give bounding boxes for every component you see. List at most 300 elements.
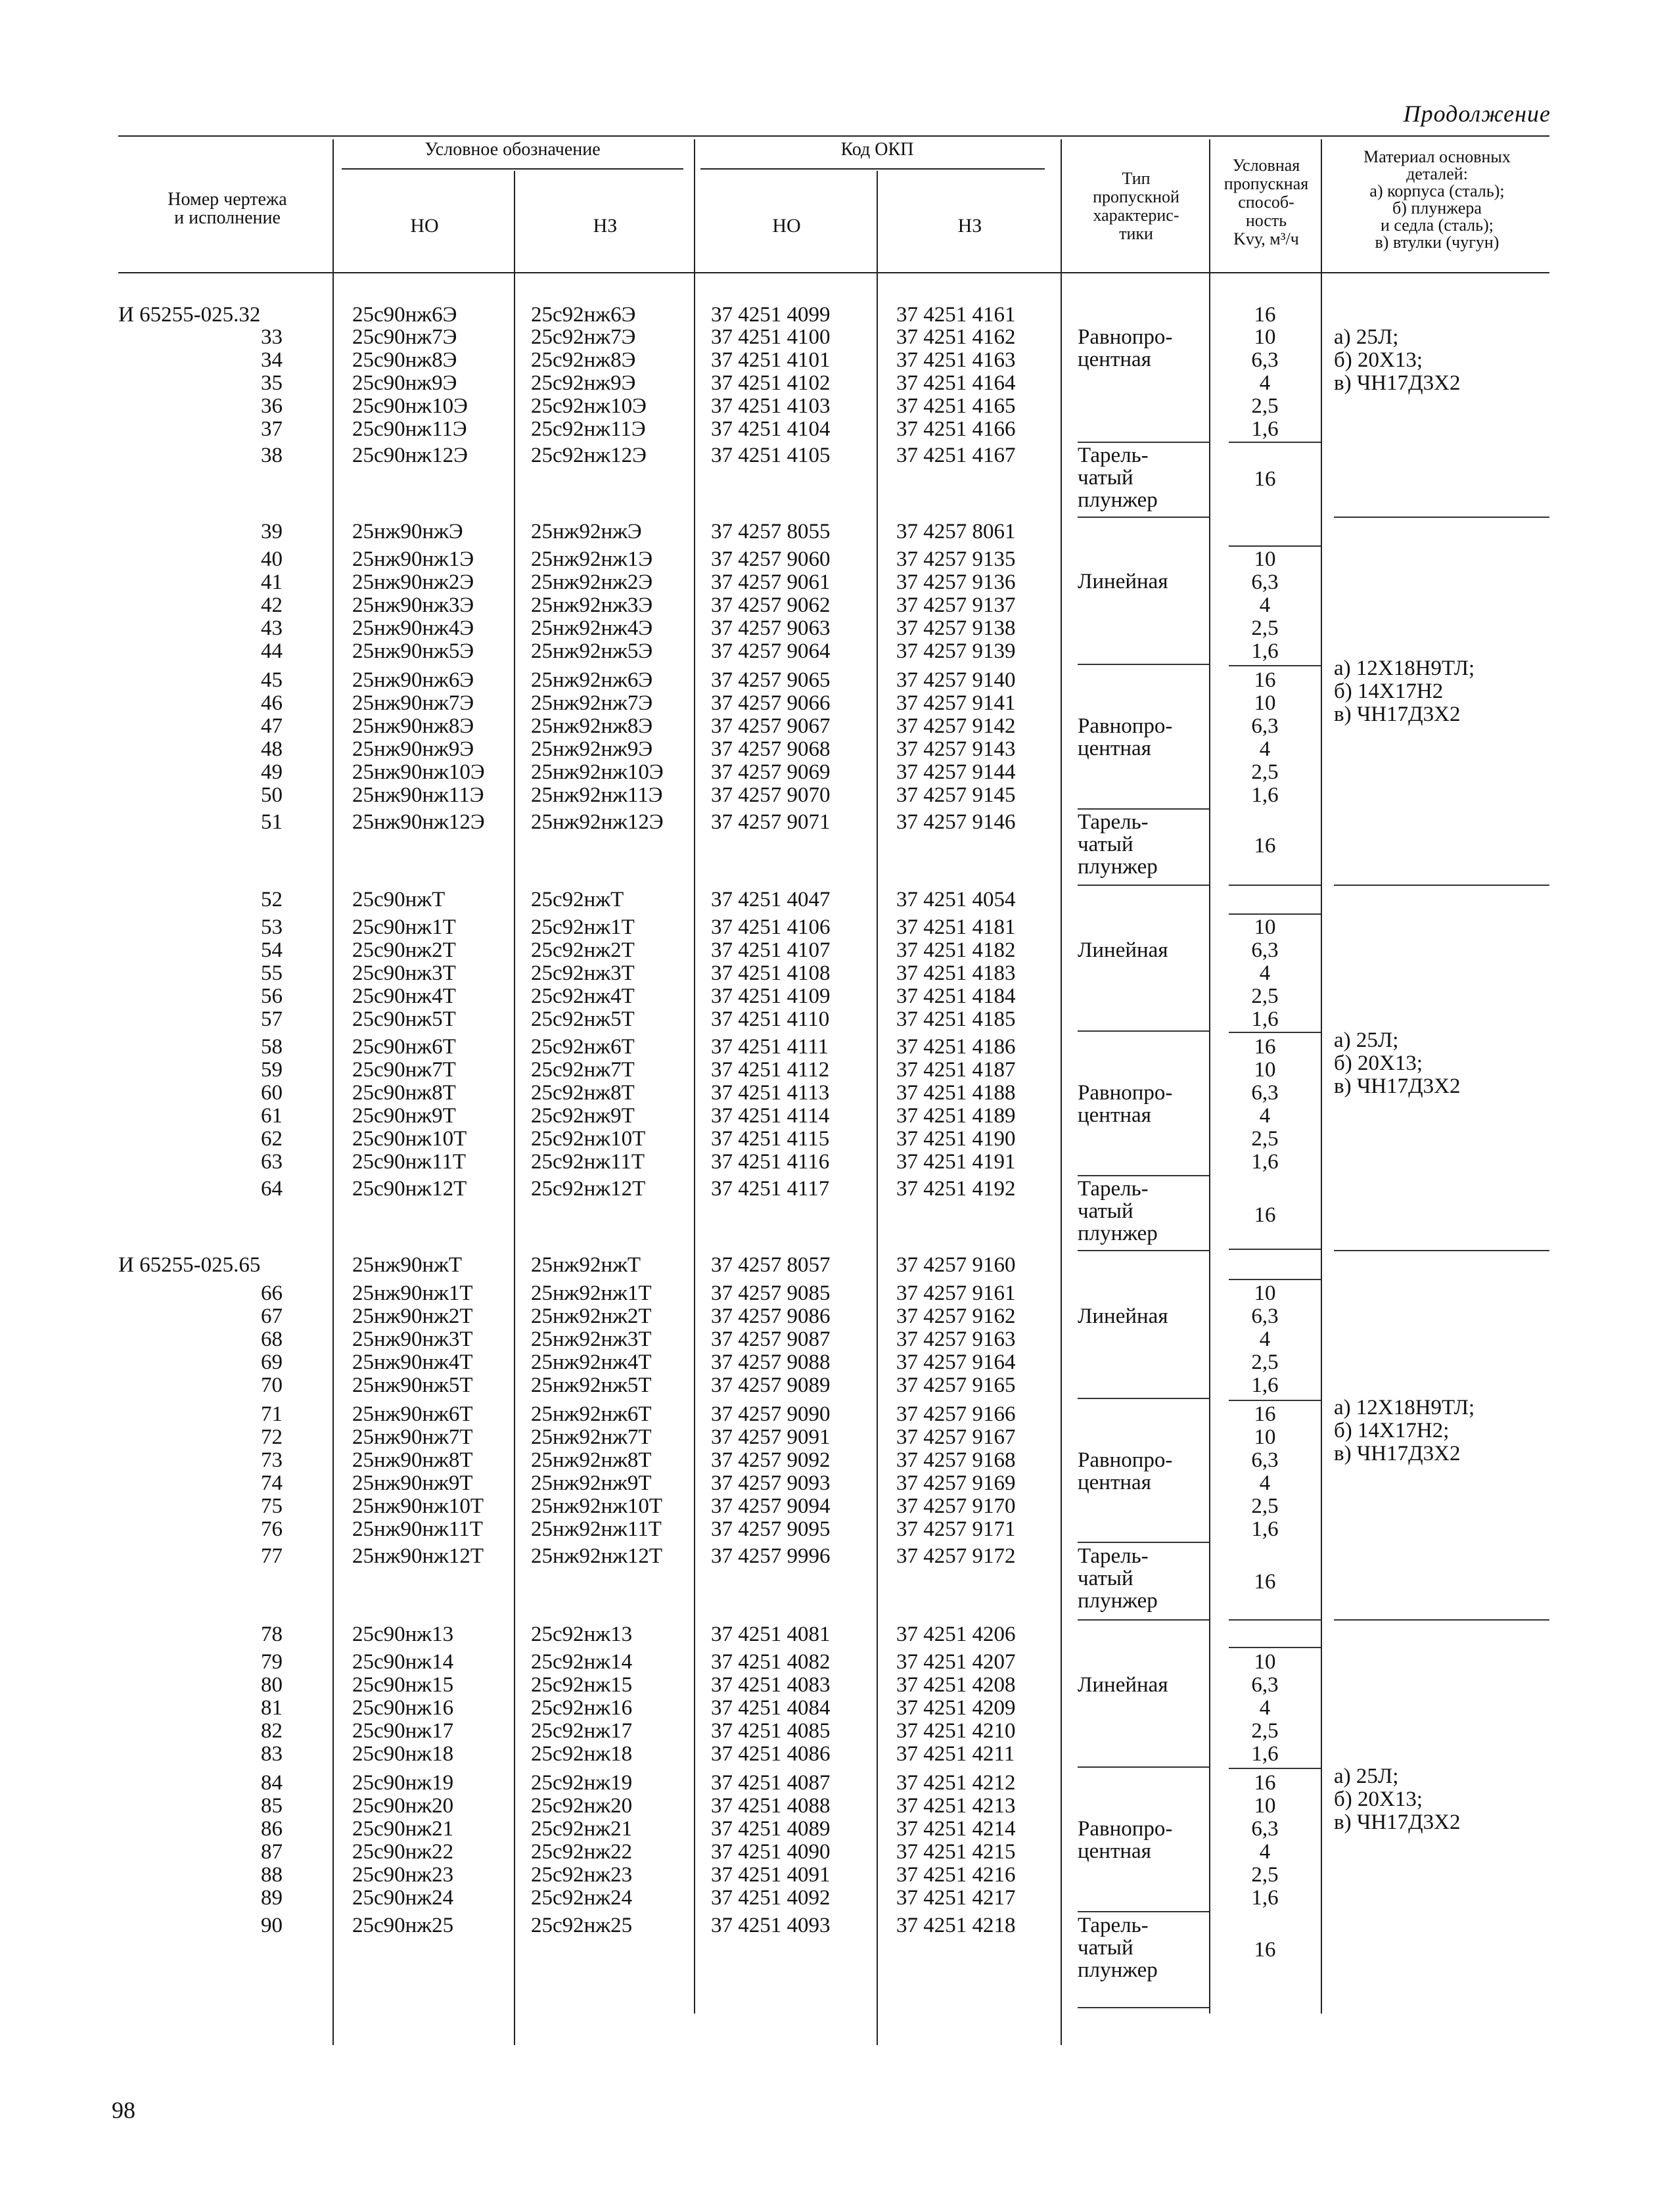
type-equal: Равнопро- центная [1078, 1081, 1173, 1127]
row-nz: 25с92нж11Э [531, 417, 646, 441]
kv-value: 16 [1254, 1402, 1276, 1426]
kv-value: 16 [1254, 303, 1276, 327]
row-okpno: 37 4251 4047 [711, 888, 831, 911]
row-okpnz: 37 4257 9141 [896, 691, 1016, 715]
type-separator [1078, 1766, 1209, 1768]
row-okpnz: 37 4257 8061 [896, 520, 1016, 543]
row-no: 25нж90нж7Э [352, 691, 474, 715]
kv-value: 4 [1259, 1471, 1271, 1495]
row-okpnz: 37 4251 4190 [896, 1127, 1016, 1151]
row-no: 25с90нж2Т [352, 938, 456, 962]
row-no: 25нж90нж7Т [352, 1425, 473, 1449]
row-okpnz: 37 4251 4210 [896, 1719, 1016, 1743]
row-okpno: 37 4257 9070 [711, 783, 831, 807]
row-nz: 25нж92нж1Э [531, 547, 653, 571]
row-nz: 25с92нж6Э [531, 303, 636, 327]
kv-value: 10 [1254, 1425, 1276, 1449]
row-n: 36 [261, 394, 283, 418]
type-separator [1078, 808, 1209, 810]
row-n: 54 [261, 938, 283, 962]
row-n: 63 [261, 1150, 283, 1174]
row-n: 51 [261, 810, 283, 834]
col-divider-3 [694, 139, 695, 2014]
row-no: 25с90нж11Э [352, 417, 467, 441]
row-okpno: 37 4251 4088 [711, 1794, 831, 1818]
row-okpno: 37 4257 9090 [711, 1402, 831, 1426]
kv-value: 4 [1259, 737, 1271, 761]
row-nz: 25с92нж17 [531, 1719, 633, 1743]
row-no: 25с90нж3Т [352, 961, 456, 985]
row-n: И 65255-025.65 [118, 1253, 261, 1277]
kv-value: 1,6 [1251, 1742, 1279, 1766]
row-nz: 25нж92нж1Т [531, 1281, 652, 1305]
row-okpno: 37 4257 9068 [711, 737, 831, 761]
row-okpno: 37 4251 4087 [711, 1771, 831, 1795]
row-okpno: 37 4257 9996 [711, 1544, 831, 1568]
header-material: Материал основных деталей: а) корпуса (сталь); б) плунжера и седла (сталь); в) втулки (чугун) [1363, 147, 1511, 252]
row-n: 38 [261, 444, 283, 467]
row-n: 49 [261, 760, 283, 784]
row-nz: 25нж92нж3Э [531, 593, 653, 617]
row-n: 73 [261, 1448, 283, 1472]
type-plate: Тарель- чатый плунжер [1078, 1914, 1158, 1982]
row-okpnz: 37 4257 9136 [896, 570, 1016, 594]
kv-value: 1,6 [1251, 1373, 1279, 1397]
row-okpnz: 37 4251 4214 [896, 1817, 1016, 1841]
kv-value: 6,3 [1251, 348, 1279, 372]
material-block: а) 12Х18Н9ТЛ; б) 14Х17Н2; в) ЧН17Д3Х2 [1334, 1396, 1475, 1465]
row-nz: 25нж92нж2Э [531, 570, 653, 594]
row-n: 77 [261, 1544, 283, 1568]
row-okpno: 37 4251 4085 [711, 1719, 831, 1743]
kv-value: 10 [1254, 1794, 1276, 1818]
row-nz: 25нж92нж11Э [531, 783, 663, 807]
row-n: 62 [261, 1127, 283, 1151]
material-block: а) 12Х18Н9ТЛ; б) 14Х17Н2 в) ЧН17Д3Х2 [1334, 657, 1475, 726]
row-okpnz: 37 4257 9135 [896, 547, 1016, 571]
row-nz: 25с92нж15 [531, 1673, 633, 1697]
row-nz: 25нж92нж5Т [531, 1373, 652, 1397]
row-okpno: 37 4257 9088 [711, 1350, 831, 1374]
header-top-rule [118, 135, 1549, 137]
row-no: 25нж90нж9Т [352, 1471, 473, 1495]
row-okpnz: 37 4251 4166 [896, 417, 1016, 441]
row-no: 25нж90нж8Э [352, 714, 474, 738]
row-nz: 25с92нж6Т [531, 1035, 635, 1059]
row-okpno: 37 4257 9060 [711, 547, 831, 571]
material-block: а) 25Л; б) 20Х13; в) ЧН17Д3Х2 [1334, 1764, 1461, 1834]
row-n: 82 [261, 1719, 283, 1743]
row-n: 41 [261, 570, 283, 594]
row-n: 39 [261, 520, 283, 543]
row-no: 25нж90нж11Т [352, 1517, 483, 1541]
row-okpnz: 37 4257 9140 [896, 668, 1016, 692]
row-okpno: 37 4251 4089 [711, 1817, 831, 1841]
type-separator [1078, 664, 1209, 665]
kv-value: 16 [1254, 1771, 1276, 1795]
row-nz: 25нж92нж12Э [531, 810, 664, 834]
row-no: 25с90нж13 [352, 1623, 454, 1646]
type-linear: Линейная [1078, 938, 1168, 962]
row-no: 25нж90нж6Т [352, 1402, 473, 1426]
row-okpnz: 37 4257 9160 [896, 1253, 1016, 1277]
kv-value: 16 [1254, 668, 1276, 692]
kv-value: 10 [1254, 1281, 1276, 1305]
row-okpno: 37 4251 4102 [711, 371, 831, 395]
kv-value: 6,3 [1251, 1673, 1279, 1697]
row-okpnz: 37 4251 4213 [896, 1794, 1016, 1818]
row-n: 80 [261, 1673, 283, 1697]
row-nz: 25нж92нж3Т [531, 1327, 652, 1351]
kv-value: 4 [1259, 1104, 1271, 1128]
row-okpnz: 37 4251 4182 [896, 938, 1016, 962]
row-n: 47 [261, 714, 283, 738]
row-no: 25нж90нж8Т [352, 1448, 473, 1472]
row-n: 40 [261, 547, 283, 571]
row-okpno: 37 4251 4104 [711, 417, 831, 441]
row-nz: 25нж92нж11Т [531, 1517, 662, 1541]
row-okpno: 37 4251 4103 [711, 394, 831, 418]
row-okpnz: 37 4251 4192 [896, 1177, 1016, 1201]
row-nz: 25нж92нж10Э [531, 760, 664, 784]
kv-separator [1229, 1768, 1321, 1769]
row-okpnz: 37 4257 9146 [896, 810, 1016, 834]
row-no: 25с90нж6Т [352, 1035, 456, 1059]
type-equal: Равнопро- центная [1078, 1817, 1173, 1863]
row-n: 55 [261, 961, 283, 985]
row-okpnz: 37 4257 9145 [896, 783, 1016, 807]
row-okpnz: 37 4251 4163 [896, 348, 1016, 372]
header-no-2: НО [772, 215, 801, 237]
row-n: 74 [261, 1471, 283, 1495]
kv-value: 16 [1254, 1938, 1276, 1962]
row-nz: 25нж92нж7Э [531, 691, 653, 715]
row-n: 68 [261, 1327, 283, 1351]
kv-value: 16 [1254, 1203, 1276, 1227]
row-nz: 25нж92нж4Э [531, 616, 653, 640]
row-no: 25нж90нж1Э [352, 547, 474, 571]
type-separator [1078, 1542, 1209, 1543]
kv-value: 1,6 [1251, 417, 1279, 441]
header-okp: Код ОКП [840, 139, 914, 160]
kv-value: 10 [1254, 547, 1276, 571]
row-no: 25с90нжТ [352, 888, 446, 911]
row-okpno: 37 4251 4093 [711, 1914, 831, 1937]
row-okpnz: 37 4257 9163 [896, 1327, 1016, 1351]
kv-value: 16 [1254, 1570, 1276, 1594]
row-okpno: 37 4257 9062 [711, 593, 831, 617]
row-no: 25с90нж16 [352, 1696, 454, 1720]
col-divider-1 [332, 139, 334, 2045]
row-nz: 25нж92нж4Т [531, 1350, 652, 1374]
kv-separator [1229, 1647, 1321, 1648]
row-nz: 25с92нж14 [531, 1650, 633, 1674]
kv-separator [1229, 442, 1321, 443]
row-nz: 25нж92нж8Т [531, 1448, 652, 1472]
row-n: 57 [261, 1007, 283, 1031]
row-n: 87 [261, 1840, 283, 1864]
row-okpno: 37 4251 4108 [711, 961, 831, 985]
row-okpno: 37 4251 4086 [711, 1742, 831, 1766]
row-nz: 25с92нж20 [531, 1794, 633, 1818]
row-n: 44 [261, 639, 283, 663]
col-divider-4 [877, 171, 878, 2045]
continuation-label: Продолжение [1403, 101, 1551, 127]
row-okpnz: 37 4257 9172 [896, 1544, 1016, 1568]
row-no: 25нж90нжЭ [352, 520, 463, 543]
row-nz: 25нж92нж5Э [531, 639, 653, 663]
row-no: 25с90нж7Т [352, 1058, 456, 1082]
row-okpnz: 37 4257 9168 [896, 1448, 1016, 1472]
row-okpnz: 37 4251 4164 [896, 371, 1016, 395]
row-okpnz: 37 4257 9161 [896, 1281, 1016, 1305]
row-okpno: 37 4257 9095 [711, 1517, 831, 1541]
row-n: 43 [261, 616, 283, 640]
row-nz: 25нж92нж8Э [531, 714, 653, 738]
row-okpno: 37 4251 4099 [711, 303, 831, 327]
row-no: 25с90нж22 [352, 1840, 454, 1864]
row-n: 33 [261, 325, 283, 349]
row-n: 76 [261, 1517, 283, 1541]
row-okpnz: 37 4251 4162 [896, 325, 1016, 349]
row-okpno: 37 4257 9094 [711, 1494, 831, 1518]
row-nz: 25с92нж8Т [531, 1081, 635, 1105]
row-okpnz: 37 4257 9170 [896, 1494, 1016, 1518]
row-okpno: 37 4251 4105 [711, 444, 831, 467]
type-plate: Тарель- чатый плунжер [1078, 1544, 1158, 1613]
kv-value: 4 [1259, 371, 1271, 395]
row-okpnz: 37 4251 4207 [896, 1650, 1016, 1674]
row-okpno: 37 4257 9091 [711, 1425, 831, 1449]
row-n: 75 [261, 1494, 283, 1518]
type-separator [1078, 1911, 1209, 1912]
type-separator [1078, 1250, 1209, 1251]
kv-value: 2,5 [1251, 1863, 1279, 1887]
kv-value: 2,5 [1251, 616, 1279, 640]
row-nz: 25с92нж11Т [531, 1150, 645, 1174]
row-okpno: 37 4251 4090 [711, 1840, 831, 1864]
kv-value: 4 [1259, 961, 1271, 985]
row-okpno: 37 4257 9065 [711, 668, 831, 692]
type-separator [1078, 885, 1209, 886]
row-okpnz: 37 4251 4181 [896, 915, 1016, 939]
kv-value: 2,5 [1251, 1350, 1279, 1374]
type-linear: Линейная [1078, 1673, 1168, 1697]
row-nz: 25с92нж19 [531, 1771, 633, 1795]
type-separator [1078, 1175, 1209, 1176]
designation-subrule [342, 168, 683, 170]
row-nz: 25нж92нжЭ [531, 520, 642, 543]
row-okpnz: 37 4251 4161 [896, 303, 1016, 327]
row-okpno: 37 4257 9069 [711, 760, 831, 784]
row-okpno: 37 4257 9071 [711, 810, 831, 834]
row-okpnz: 37 4251 4212 [896, 1771, 1016, 1795]
row-okpno: 37 4251 4092 [711, 1886, 831, 1910]
row-okpno: 37 4251 4100 [711, 325, 831, 349]
row-okpnz: 37 4251 4189 [896, 1104, 1016, 1128]
row-nz: 25с92нж7Т [531, 1058, 635, 1082]
row-nz: 25с92нж9Э [531, 371, 636, 395]
row-no: 25с90нж17 [352, 1719, 454, 1743]
material-separator [1334, 885, 1549, 886]
kv-value: 2,5 [1251, 1127, 1279, 1151]
row-okpnz: 37 4251 4167 [896, 444, 1016, 467]
row-n: 34 [261, 348, 283, 372]
row-n: 79 [261, 1650, 283, 1674]
row-okpno: 37 4251 4115 [711, 1127, 830, 1151]
row-no: 25нж90нж10Э [352, 760, 485, 784]
row-n: 89 [261, 1886, 283, 1910]
kv-separator [1229, 1032, 1321, 1033]
row-okpnz: 37 4257 9139 [896, 639, 1016, 663]
row-no: 25нж90нжТ [352, 1253, 463, 1277]
row-no: 25нж90нж5Э [352, 639, 474, 663]
row-n: 69 [261, 1350, 283, 1374]
row-okpnz: 37 4257 9142 [896, 714, 1016, 738]
row-okpno: 37 4251 4106 [711, 915, 831, 939]
row-okpnz: 37 4257 9144 [896, 760, 1016, 784]
row-no: 25с90нж9Т [352, 1104, 456, 1128]
material-block: а) 25Л; б) 20Х13; в) ЧН17Д3Х2 [1334, 325, 1461, 395]
kv-separator [1229, 1400, 1321, 1401]
row-nz: 25с92нж24 [531, 1886, 633, 1910]
row-okpnz: 37 4257 9171 [896, 1517, 1016, 1541]
row-n: 72 [261, 1425, 283, 1449]
row-n: 85 [261, 1794, 283, 1818]
row-nz: 25нж92нж10Т [531, 1494, 663, 1518]
row-n: 78 [261, 1623, 283, 1646]
row-n: 58 [261, 1035, 283, 1059]
row-n: 71 [261, 1402, 283, 1426]
kv-value: 4 [1259, 1840, 1271, 1864]
kv-value: 1,6 [1251, 1150, 1279, 1174]
row-no: 25с90нж19 [352, 1771, 454, 1795]
row-okpno: 37 4251 4112 [711, 1058, 830, 1082]
row-n: И 65255-025.32 [118, 303, 261, 327]
row-no: 25с90нж14 [352, 1650, 454, 1674]
type-equal: Равнопро- центная [1078, 1448, 1173, 1494]
row-n: 70 [261, 1373, 283, 1397]
kv-separator [1229, 665, 1321, 666]
row-okpnz: 37 4251 4187 [896, 1058, 1016, 1082]
type-separator [1078, 1398, 1209, 1399]
row-okpnz: 37 4257 9143 [896, 737, 1016, 761]
row-nz: 25с92нж9Т [531, 1104, 635, 1128]
row-no: 25с90нж8Э [352, 348, 457, 372]
type-equal: Равнопро- центная [1078, 325, 1173, 371]
kv-value: 4 [1259, 593, 1271, 617]
header-kv: Условная пропускная способ- ность Kvу, м³/ч [1223, 156, 1309, 248]
row-okpnz: 37 4257 9165 [896, 1373, 1016, 1397]
row-nz: 25с92нж13 [531, 1623, 633, 1646]
row-nz: 25нж92нж6Т [531, 1402, 652, 1426]
row-nz: 25нж92нжТ [531, 1253, 641, 1277]
row-n: 35 [261, 371, 283, 395]
row-no: 25с90нж24 [352, 1886, 454, 1910]
row-okpnz: 37 4257 9166 [896, 1402, 1016, 1426]
kv-value: 1,6 [1251, 1517, 1279, 1541]
row-okpno: 37 4251 4081 [711, 1623, 831, 1646]
row-nz: 25с92нж7Э [531, 325, 636, 349]
row-n: 83 [261, 1742, 283, 1766]
row-n: 48 [261, 737, 283, 761]
kv-value: 1,6 [1251, 1886, 1279, 1910]
row-nz: 25нж92нж12Т [531, 1544, 663, 1568]
okp-subrule [700, 168, 1045, 170]
row-no: 25с90нж12Э [352, 444, 468, 467]
kv-value: 6,3 [1251, 938, 1279, 962]
type-plate: Тарель- чатый плунжер [1078, 1177, 1158, 1245]
row-n: 46 [261, 691, 283, 715]
kv-value: 2,5 [1251, 394, 1279, 418]
row-okpnz: 37 4257 9137 [896, 593, 1016, 617]
row-okpnz: 37 4251 4215 [896, 1840, 1016, 1864]
row-nz: 25нж92нж9Т [531, 1471, 652, 1495]
row-no: 25нж90нж1Т [352, 1281, 473, 1305]
col-divider-2 [514, 171, 515, 2045]
row-n: 42 [261, 593, 283, 617]
row-okpno: 37 4257 9061 [711, 570, 831, 594]
kv-value: 2,5 [1251, 984, 1279, 1008]
row-okpno: 37 4257 8055 [711, 520, 831, 543]
header-designation: Условное обозначение [424, 139, 601, 160]
col-divider-7 [1321, 139, 1322, 2014]
row-okpnz: 37 4251 4208 [896, 1673, 1016, 1697]
row-nz: 25с92нж5Т [531, 1007, 635, 1031]
kv-value: 6,3 [1251, 1304, 1279, 1328]
row-okpno: 37 4251 4107 [711, 938, 831, 962]
row-nz: 25с92нж1Т [531, 915, 635, 939]
type-plate: Тарель- чатый плунжер [1078, 810, 1158, 879]
row-nz: 25с92нж2Т [531, 938, 635, 962]
row-no: 25с90нж6Э [352, 303, 457, 327]
row-no: 25с90нж8Т [352, 1081, 456, 1105]
row-no: 25с90нж12Т [352, 1177, 467, 1201]
kv-value: 6,3 [1251, 1448, 1279, 1472]
page-number: 98 [112, 2097, 135, 2123]
type-linear: Линейная [1078, 1304, 1168, 1328]
row-no: 25нж90нж9Э [352, 737, 474, 761]
row-n: 88 [261, 1863, 283, 1887]
header-no-1: НО [410, 215, 439, 237]
row-okpnz: 37 4257 9169 [896, 1471, 1016, 1495]
row-okpno: 37 4251 4114 [711, 1104, 830, 1128]
row-okpnz: 37 4251 4206 [896, 1623, 1016, 1646]
kv-value: 10 [1254, 915, 1276, 939]
row-nz: 25с92нж12Т [531, 1177, 646, 1201]
row-no: 25с90нж10Т [352, 1127, 467, 1151]
row-n: 56 [261, 984, 283, 1008]
row-okpnz: 37 4251 4165 [896, 394, 1016, 418]
kv-value: 1,6 [1251, 1007, 1279, 1031]
row-no: 25с90нж11Т [352, 1150, 467, 1174]
row-nz: 25с92нж12Э [531, 444, 647, 467]
row-no: 25нж90нж12Э [352, 810, 485, 834]
kv-separator [1229, 545, 1321, 547]
row-nz: 25с92нж8Э [531, 348, 636, 372]
row-okpno: 37 4251 4116 [711, 1150, 830, 1174]
row-okpnz: 37 4251 4186 [896, 1035, 1016, 1059]
kv-value: 2,5 [1251, 1494, 1279, 1518]
kv-value: 6,3 [1251, 1817, 1279, 1841]
kv-value: 6,3 [1251, 570, 1279, 594]
row-no: 25нж90нж12Т [352, 1544, 484, 1568]
row-nz: 25с92нж18 [531, 1742, 633, 1766]
row-n: 37 [261, 417, 283, 441]
row-okpnz: 37 4257 9162 [896, 1304, 1016, 1328]
row-okpnz: 37 4257 9167 [896, 1425, 1016, 1449]
row-okpnz: 37 4251 4217 [896, 1886, 1016, 1910]
